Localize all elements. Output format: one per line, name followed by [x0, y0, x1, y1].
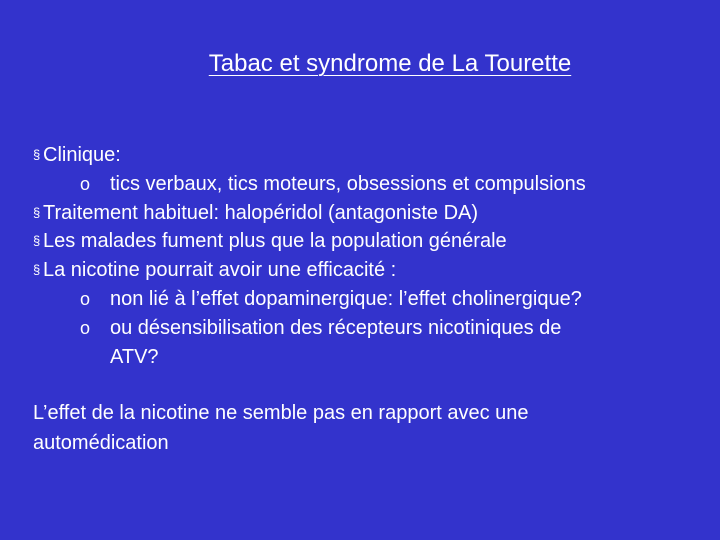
sub-bullet-text: ou désensibilisation des récepteurs nicotiniques de: [110, 316, 562, 339]
bullet-item-clinique: [33, 141, 693, 170]
bullet-text: Les malades fument plus que la population générale: [43, 230, 507, 253]
bullet-text: Traitement habituel: halopéridol (antagoniste DA): [43, 201, 479, 224]
bullet-marker: §: [33, 262, 41, 278]
bullet-item-malades: [33, 227, 693, 256]
sub-bullet-marker: o: [80, 288, 91, 309]
bullet-list: [33, 141, 693, 371]
conclusion-line: L’effet de la nicotine ne semble pas en rapport avec une: [33, 402, 529, 424]
conclusion-line: automédication: [33, 432, 169, 454]
sub-bullet-continuation: [33, 343, 693, 372]
bullet-item-nicotine: [33, 256, 693, 285]
sub-bullet-item-dopaminergique: [33, 285, 693, 314]
slide-title: Tabac et syndrome de La Tourette: [208, 50, 572, 77]
sub-bullet-item-tics: [33, 170, 693, 199]
sub-bullet-marker: o: [80, 173, 91, 194]
bullet-marker: §: [33, 147, 41, 162]
bullet-text: La nicotine pourrait avoir une efficacité :: [43, 259, 397, 282]
sub-bullet-marker: o: [80, 317, 91, 338]
bullet-marker: §: [33, 233, 41, 249]
sub-bullet-text: non lié à l’effet dopaminergique: l’effet cholinergique?: [110, 287, 582, 310]
sub-bullet-text: tics verbaux, tics moteurs, obsessions et compulsions: [110, 172, 586, 195]
bullet-marker: §: [33, 204, 41, 220]
bullet-item-traitement: [33, 199, 693, 228]
sub-bullet-item-desensibilisation: [33, 314, 693, 343]
conclusion-text: [33, 398, 673, 458]
bullet-text: Clinique:: [43, 144, 121, 166]
sub-bullet-text: ATV?: [110, 345, 159, 368]
